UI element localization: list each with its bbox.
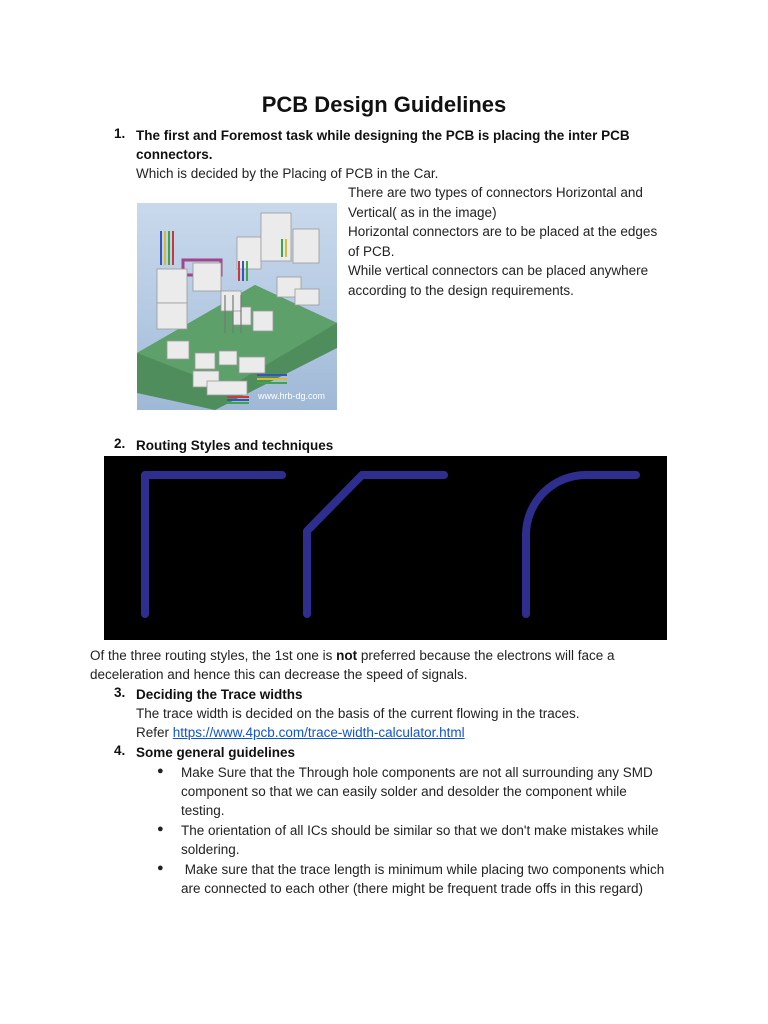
list-number-3: 3. bbox=[114, 685, 126, 700]
section-1-body: Which is decided by the Placing of PCB in the Car. bbox=[136, 166, 439, 181]
paragraph-text-before: Of the three routing styles, the 1st one is bbox=[90, 648, 337, 663]
bullet-icon: ● bbox=[157, 823, 164, 835]
bullet-icon: ● bbox=[157, 765, 164, 777]
bullet-1-line3: testing. bbox=[181, 803, 225, 818]
routing-trace-45-degree bbox=[307, 475, 444, 614]
list-number-2: 2. bbox=[114, 436, 126, 451]
bullet-3-line1: Make sure that the trace length is minimum while placing two components which bbox=[181, 862, 665, 877]
section-3-refer-line bbox=[136, 723, 465, 743]
routing-trace-curved bbox=[526, 475, 636, 614]
routing-styles-image bbox=[104, 456, 667, 640]
section-3-body: The trace width is decided on the basis of the current flowing in the traces. bbox=[136, 706, 580, 721]
connector-note-line-1: There are two types of connectors Horizontal and bbox=[348, 185, 643, 200]
image-watermark: www.hrb-dg.com bbox=[257, 391, 325, 401]
routing-paragraph-line1 bbox=[90, 646, 615, 666]
paragraph-text-after: preferred because the electrons will face a bbox=[357, 648, 615, 663]
bullet-1-line1: Make Sure that the Through hole components are not all surrounding any SMD bbox=[181, 765, 653, 780]
connector-note-line-5: While vertical connectors can be placed anywhere bbox=[348, 263, 649, 278]
list-number-1: 1. bbox=[114, 126, 126, 141]
trace-width-calculator-link[interactable]: https://www.4pcb.com/trace-width-calculator.html bbox=[172, 725, 465, 740]
connector-note-line-4: of PCB. bbox=[348, 244, 395, 259]
section-1-heading-line2: connectors. bbox=[136, 147, 213, 162]
connector-note-line-2: Vertical( as in the image) bbox=[348, 205, 497, 220]
section-2-heading: Routing Styles and techniques bbox=[136, 438, 334, 453]
list-number-4: 4. bbox=[114, 743, 126, 758]
section-4-heading: Some general guidelines bbox=[136, 745, 296, 760]
page-title: PCB Design Guidelines bbox=[261, 92, 507, 117]
paragraph-bold-not: not bbox=[336, 648, 358, 663]
routing-paragraph-line2: deceleration and hence this can decrease the speed of signals. bbox=[90, 667, 468, 682]
refer-label: Refer bbox=[136, 725, 173, 740]
section-3-heading: Deciding the Trace widths bbox=[136, 687, 303, 702]
bullet-3-line2: are connected to each other (there might be frequent trade offs in this regard) bbox=[181, 881, 644, 896]
section-1-heading-line1: The first and Foremost task while designing the PCB is placing the inter PCB bbox=[136, 128, 630, 143]
bullet-1-line2: component so that we can easily solder and desolder the component while bbox=[181, 784, 627, 799]
connector-note-line-6: according to the design requirements. bbox=[348, 283, 574, 298]
bullet-2-line2: soldering. bbox=[181, 842, 240, 857]
routing-trace-90-degree bbox=[145, 475, 282, 614]
connectors-image bbox=[137, 203, 337, 410]
connector-note-line-3: Horizontal connectors are to be placed at the edges bbox=[348, 224, 658, 239]
connectors-illustration bbox=[137, 203, 337, 410]
bullet-2-line1: The orientation of all ICs should be similar so that we don't make mistakes while bbox=[181, 823, 659, 838]
routing-styles-illustration bbox=[104, 456, 667, 640]
bullet-icon: ● bbox=[157, 862, 164, 874]
